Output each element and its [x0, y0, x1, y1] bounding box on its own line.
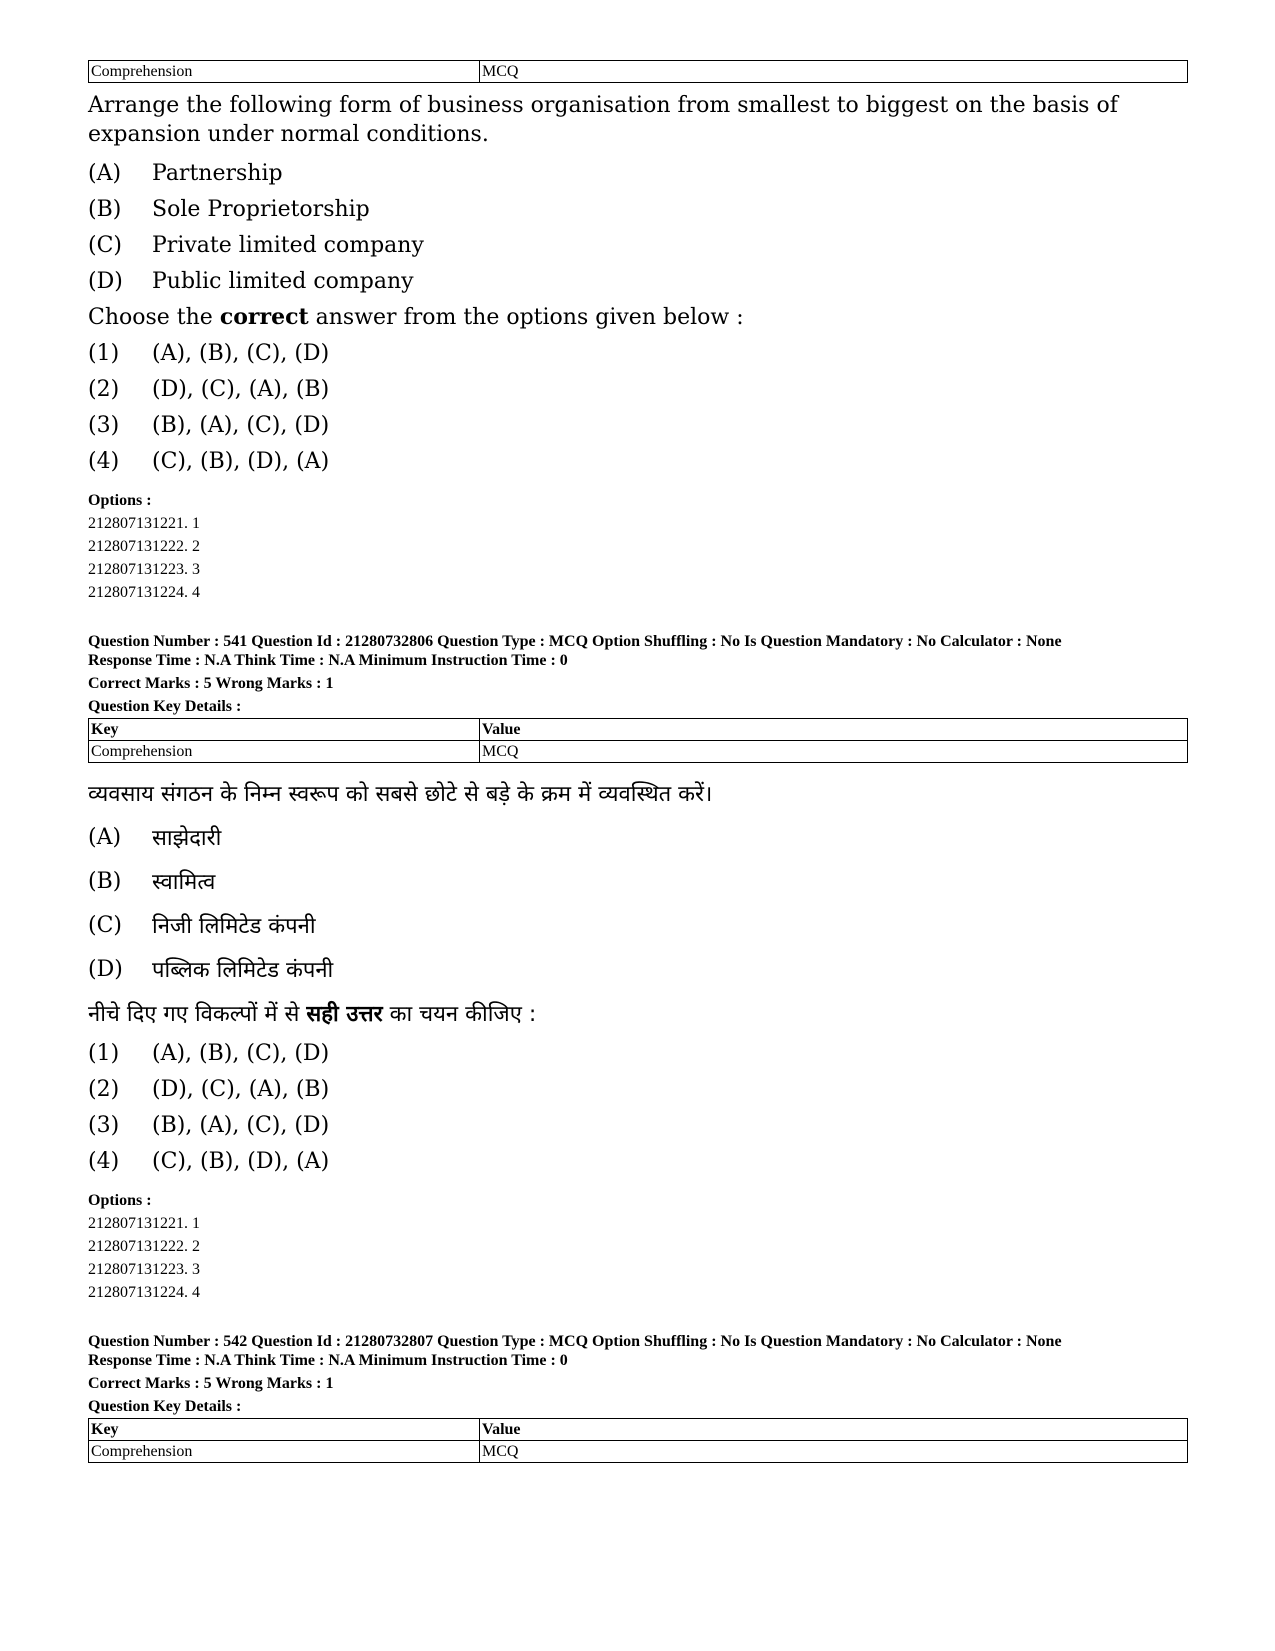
q541-options-list	[88, 1212, 1188, 1304]
q541-meta-line2: Response Time : N.A Think Time : N.A Minimum Instruction Time : 0	[88, 652, 568, 669]
table-header-row	[89, 719, 1188, 741]
question-paper-page	[88, 60, 1188, 1463]
table-header-row	[89, 1419, 1188, 1441]
table-row	[89, 1441, 1188, 1463]
q540-options-list	[88, 512, 1188, 604]
q542-meta-line2: Response Time : N.A Think Time : N.A Minimum Instruction Time : 0	[88, 1352, 568, 1369]
list-item: (2) (D), (C), (A), (B)	[88, 1076, 330, 1102]
q541-marks: Correct Marks : 5 Wrong Marks : 1	[88, 675, 334, 692]
list-item: 212807131224. 4	[88, 1284, 200, 1301]
list-item: 212807131222. 2	[88, 538, 200, 555]
list-item: (A) Partnership	[88, 160, 283, 186]
list-item: (C) Private limited company	[88, 232, 424, 258]
table-cell-value: MCQ	[480, 1441, 1188, 1463]
q541-meta	[88, 632, 1188, 716]
q541-key-table	[88, 718, 1188, 763]
list-item: 212807131223. 3	[88, 1261, 200, 1278]
list-item: (D) Public limited company	[88, 268, 414, 294]
table-cell-key: Comprehension	[89, 61, 480, 83]
q540-key-table	[88, 60, 1188, 83]
list-item: (A) साझेदारी	[88, 824, 222, 851]
list-item: 212807131224. 4	[88, 584, 200, 601]
q540-question-body	[88, 91, 1188, 479]
table-header-key: Key	[89, 719, 480, 741]
table-cell-value: MCQ	[480, 61, 1188, 83]
q542-marks: Correct Marks : 5 Wrong Marks : 1	[88, 1375, 334, 1392]
list-item: 212807131223. 3	[88, 561, 200, 578]
q541-options-heading: Options :	[88, 1192, 152, 1209]
list-item: (3) (B), (A), (C), (D)	[88, 412, 330, 438]
q541-key-details-label: Question Key Details :	[88, 698, 242, 715]
q541-stem: व्यवसाय संगठन के निम्न स्वरूप को सबसे छोटे से बड़े के क्रम में व्यवस्थित करें।	[88, 782, 713, 807]
list-item: (C) निजी लिमिटेड कंपनी	[88, 912, 316, 939]
table-header-value: Value	[480, 719, 1188, 741]
list-item: 212807131221. 1	[88, 515, 200, 532]
list-item: (B) Sole Proprietorship	[88, 196, 370, 222]
q542-key-details-label: Question Key Details :	[88, 1398, 242, 1415]
q540-choose-instruction: Choose the correct answer from the options given below :	[88, 303, 744, 330]
list-item: (D) पब्लिक लिमिटेड कंपनी	[88, 956, 334, 983]
table-cell-value: MCQ	[480, 741, 1188, 763]
q540-stem: Arrange the following form of business organisation from smallest to biggest on the basis of expansion under normal conditions.	[88, 93, 1118, 147]
list-item: (1) (A), (B), (C), (D)	[88, 1040, 330, 1066]
list-item: (2) (D), (C), (A), (B)	[88, 376, 330, 402]
list-item: (4) (C), (B), (D), (A)	[88, 448, 330, 474]
table-header-value: Value	[480, 1419, 1188, 1441]
q542-key-table	[88, 1418, 1188, 1463]
table-row	[89, 61, 1188, 83]
q542-meta-line1: Question Number : 542 Question Id : 21280732807 Question Type : MCQ Option Shuffling : No Is Question Mandatory : No Calculator : None	[88, 1333, 1062, 1350]
list-item: (B) स्वामित्व	[88, 868, 216, 895]
list-item: (1) (A), (B), (C), (D)	[88, 340, 330, 366]
q540-options-heading: Options :	[88, 492, 152, 509]
table-cell-key: Comprehension	[89, 741, 480, 763]
list-item: (4) (C), (B), (D), (A)	[88, 1148, 330, 1174]
table-cell-key: Comprehension	[89, 1441, 480, 1463]
list-item: 212807131222. 2	[88, 1238, 200, 1255]
q542-meta	[88, 1332, 1188, 1416]
table-header-key: Key	[89, 1419, 480, 1441]
q541-meta-line1: Question Number : 541 Question Id : 21280732806 Question Type : MCQ Option Shuffling : No Is Question Mandatory : No Calculator : None	[88, 633, 1062, 650]
q541-choose-instruction: नीचे दिए गए विकल्पों में से सही उत्तर का चयन कीजिए :	[88, 1002, 537, 1027]
q541-question-body-hindi	[88, 771, 1188, 1179]
list-item: (3) (B), (A), (C), (D)	[88, 1112, 330, 1138]
table-row	[89, 741, 1188, 763]
list-item: 212807131221. 1	[88, 1215, 200, 1232]
